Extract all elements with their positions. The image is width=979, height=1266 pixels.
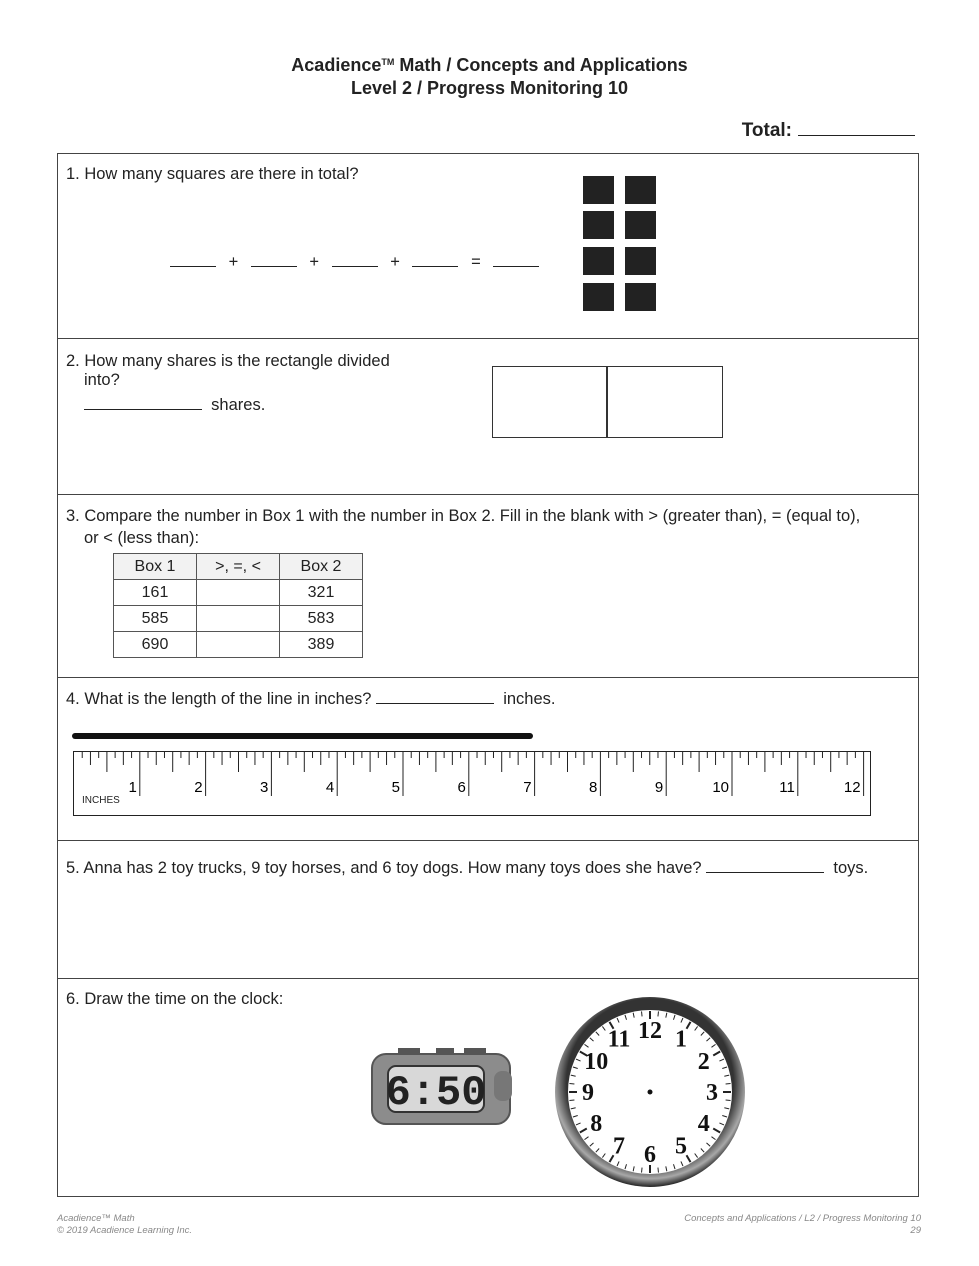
clock-number: 1 (675, 1026, 687, 1053)
clock-number: 4 (697, 1111, 710, 1137)
clock-tick (569, 1100, 574, 1101)
clock-tick (658, 1011, 659, 1016)
q4-answer-blank[interactable] (376, 703, 494, 704)
total-label: Total: (741, 120, 792, 141)
clock-tick (658, 1168, 659, 1173)
q5-text: 5. Anna has 2 toy trucks, 9 toy horses, and 6 toy dogs. How many toys does she have? toys. (66, 859, 869, 877)
square (625, 211, 656, 239)
q1-text: 1. How many squares are there in total? (66, 165, 359, 183)
q2-text: 2. How many shares is the rectangle divided into? (66, 352, 390, 389)
square (625, 176, 656, 204)
footer-right: Concepts and Applications / L2 / Progress Monitoring 10 29 (684, 1213, 921, 1236)
clock-tick (726, 1084, 731, 1085)
clock-number: 3 (706, 1080, 718, 1106)
ruler-number: 9 (654, 779, 664, 796)
ruler-number: 10 (712, 779, 729, 796)
box2-cell: 389 (280, 632, 363, 658)
ruler-number: 5 (391, 779, 400, 796)
question-6 (58, 979, 918, 1196)
rectangle-divider (606, 367, 608, 437)
table-row (114, 606, 363, 632)
digital-time: 6:50 (385, 1069, 487, 1117)
question-frame (57, 153, 919, 1197)
divided-rectangle (492, 366, 723, 438)
col-header: Box 1 (114, 554, 197, 580)
clock-tick (642, 1011, 643, 1016)
box2-cell: 321 (280, 580, 363, 606)
clock-number: 6 (644, 1142, 656, 1168)
clock-knob (494, 1071, 512, 1101)
ruler-number: 3 (260, 779, 269, 796)
square (583, 283, 614, 311)
clock-number: 7 (613, 1133, 625, 1160)
ruler-ticks (74, 752, 869, 814)
compare-table (113, 553, 363, 658)
q5-answer-blank[interactable] (706, 872, 824, 873)
clock-number: 2 (697, 1049, 710, 1075)
box2-cell: 583 (280, 606, 363, 632)
col-header: Box 2 (280, 554, 363, 580)
clock-number: 12 (638, 1018, 662, 1044)
q1-equation[interactable]: + + + = (170, 253, 539, 272)
ruler-number: 12 (843, 779, 861, 796)
ruler-number: 2 (194, 779, 203, 796)
square (583, 247, 614, 275)
clock-number: 10 (584, 1049, 609, 1075)
q4-text: 4. What is the length of the line in inches? inches. (66, 690, 556, 708)
box1-cell: 585 (114, 606, 197, 632)
ruler-number: 8 (589, 779, 598, 796)
question-5 (58, 841, 918, 979)
square (625, 283, 656, 311)
question-3 (58, 495, 918, 678)
clock-tick (642, 1168, 643, 1173)
clock-tick (569, 1084, 574, 1085)
table-row (114, 632, 363, 658)
q6-text: 6. Draw the time on the clock: (66, 990, 284, 1008)
ruler (73, 751, 871, 816)
ruler-number: 6 (457, 779, 466, 796)
table-header-row (114, 554, 363, 580)
ruler-number: 7 (523, 779, 532, 796)
clock-number: 5 (675, 1133, 687, 1160)
clock-tick (726, 1100, 731, 1101)
clock-center-dot (648, 1090, 653, 1095)
square (583, 211, 614, 239)
table-row (114, 580, 363, 606)
total-field (742, 120, 915, 142)
total-blank[interactable] (798, 121, 915, 136)
measured-line (72, 733, 533, 739)
col-header: >, =, < (197, 554, 280, 580)
compare-cell[interactable] (197, 632, 280, 658)
question-4 (58, 678, 918, 841)
square (625, 247, 656, 275)
analog-clock[interactable] (553, 995, 747, 1189)
clock-number: 9 (582, 1080, 594, 1106)
question-2 (58, 339, 918, 495)
footer-left: Acadience™ Math © 2019 Acadience Learning Inc. (57, 1213, 192, 1236)
ruler-number: 1 (128, 779, 137, 796)
box1-cell: 161 (114, 580, 197, 606)
compare-cell[interactable] (197, 606, 280, 632)
ruler-number: 11 (779, 779, 795, 796)
clock-number: 11 (607, 1026, 631, 1053)
compare-cell[interactable] (197, 580, 280, 606)
square (583, 176, 614, 204)
page-subtitle: Level 2 / Progress Monitoring 10 (350, 78, 629, 98)
question-1 (58, 154, 918, 339)
q2-answer[interactable]: shares. (84, 396, 265, 415)
box1-cell: 690 (114, 632, 197, 658)
ruler-unit-label: INCHES (82, 795, 120, 806)
clock-number: 8 (590, 1111, 603, 1137)
digital-clock (370, 1045, 516, 1127)
q3-text: 3. Compare the number in Box 1 with the number in Box 2. Fill in the blank with > (greater than), = (equal to), or < (less than): (66, 507, 861, 547)
page-title: Acadience™ Math / Concepts and Applications (291, 55, 688, 75)
ruler-number: 4 (325, 779, 335, 796)
